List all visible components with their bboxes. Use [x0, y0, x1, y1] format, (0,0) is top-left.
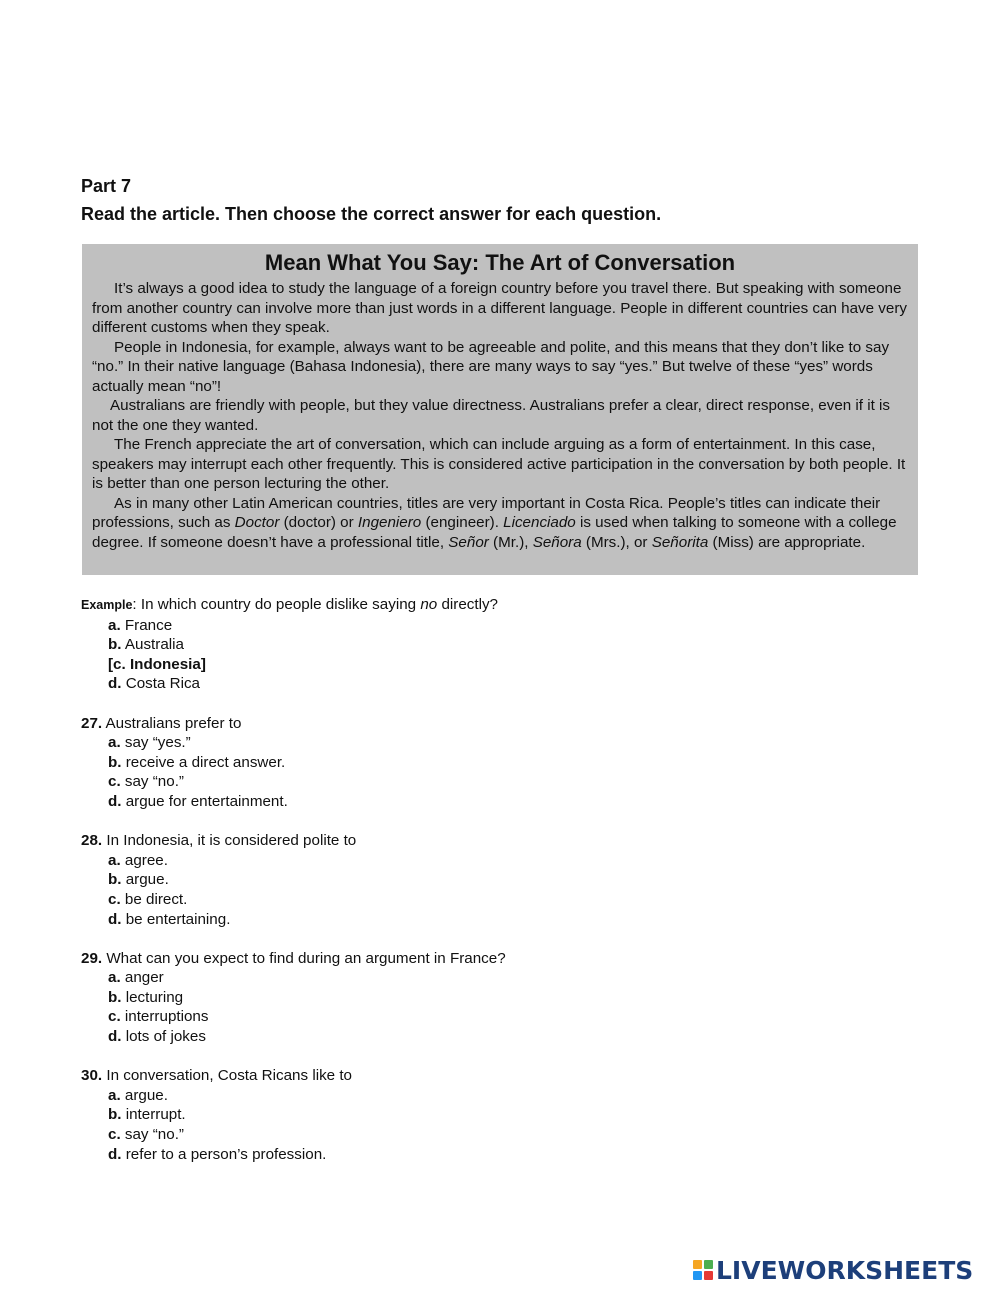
article-paragraph: The French appreciate the art of conversation, which can include arguing as a form of entertainment. In this case, speakers may interrupt each other frequently. This is considered active participation in the conversation by both people. It is better than one person lecturing the other. [92, 436, 906, 492]
answer-option[interactable]: c. say “no.” [108, 1126, 184, 1144]
answer-option[interactable]: b. argue. [108, 871, 169, 889]
answer-option[interactable]: d. argue for entertainment. [108, 792, 288, 810]
answer-option-selected: [c. Indonesia] [108, 655, 206, 673]
answer-option[interactable]: a. agree. [108, 851, 168, 869]
example-question [81, 595, 781, 694]
article-box [82, 244, 918, 575]
answer-option[interactable]: b. receive a direct answer. [108, 753, 286, 771]
question-stem: 30. In conversation, Costa Ricans like to [81, 1067, 352, 1085]
question-stem: Example: In which country do people dislike saying no directly? [81, 596, 498, 613]
answer-option[interactable]: d. be entertaining. [108, 910, 231, 928]
logo-text: LIVEWORKSHEETS [716, 1255, 974, 1285]
article-title: Mean What You Say: The Art of Conversation [264, 250, 736, 275]
answer-option[interactable]: c. say “no.” [108, 773, 184, 791]
answer-option: a. France [108, 616, 173, 634]
answer-option: d. Costa Rica [108, 675, 200, 693]
answer-option[interactable]: a. say “yes.” [108, 734, 191, 752]
article-paragraph: Australians are friendly with people, but they value directness. Australians prefer a clear, direct response, even if it is not the one they wanted. [92, 397, 891, 434]
article-paragraph: It’s always a good idea to study the language of a foreign country before you travel there. But speaking with someone from another country can involve more than just words in a different language. People in different countries can have very different customs when they speak. [92, 280, 907, 336]
answer-option[interactable]: b. lecturing [108, 988, 184, 1006]
logo-square [693, 1260, 702, 1269]
answer-option[interactable]: d. lots of jokes [108, 1028, 206, 1046]
question-stem: 29. What can you expect to find during an argument in France? [81, 949, 506, 967]
answer-option[interactable]: c. be direct. [108, 890, 188, 908]
questions-section [81, 595, 781, 1184]
answer-option[interactable]: c. interruptions [108, 1008, 209, 1026]
answer-option[interactable]: a. argue. [108, 1086, 168, 1104]
logo-square [704, 1260, 713, 1269]
answer-option[interactable]: a. anger [108, 969, 164, 987]
example-label: Example [81, 598, 133, 612]
question-29 [81, 949, 781, 1047]
question-27 [81, 714, 781, 812]
instruction: Read the article. Then choose the correct answer for each question. [81, 204, 662, 224]
article-paragraph: As in many other Latin American countries, titles are very important in Costa Rica. People’s titles can indicate their professions, such as Doctor (doctor) or Ingeniero (engineer). Licenciado is used when talking to someone with a college degree. If someone doesn’t have a professional title, Señor (Mr.), Señora (Mrs.), or Señorita (Miss) are appropriate. [92, 494, 897, 551]
part-title: Part 7 [81, 176, 132, 196]
logo-square [693, 1271, 702, 1280]
liveworksheets-logo [693, 1255, 973, 1285]
answer-option: b. Australia [108, 636, 184, 654]
question-30 [81, 1066, 781, 1164]
question-stem: 27. Australians prefer to [81, 714, 242, 732]
liveworksheets-logo-icon [693, 1260, 713, 1280]
question-stem: 28. In Indonesia, it is considered polite to [81, 832, 357, 850]
answer-option[interactable]: b. interrupt. [108, 1106, 186, 1124]
logo-square [704, 1271, 713, 1280]
question-28 [81, 831, 781, 929]
article-paragraph: People in Indonesia, for example, always want to be agreeable and polite, and this means that they don’t like to say “no.” In their native language (Bahasa Indonesia), there are many ways to say “yes.” But twelve of these “yes” words actually mean “no”! [92, 338, 890, 395]
answer-option[interactable]: d. refer to a person’s profession. [108, 1145, 327, 1163]
